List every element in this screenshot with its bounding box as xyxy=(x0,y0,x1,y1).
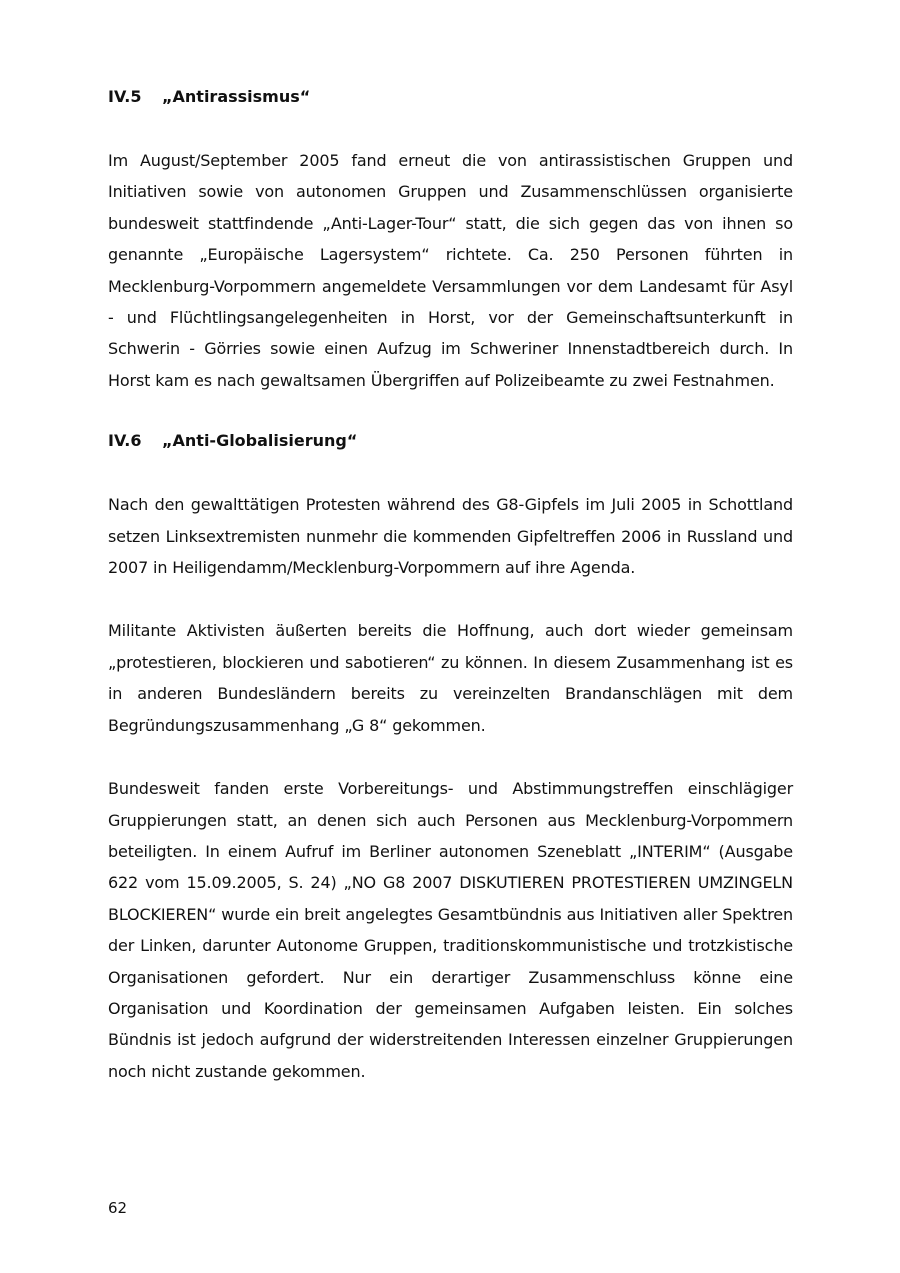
paragraph: Bundesweit fanden erste Vorbereitungs- und Abstimmungstreffen einschlägiger Gruppierungen statt, an denen sich auch Personen aus Mecklenburg-Vorpommern beteiligten. In einem Aufruf im Berliner autonomen Szeneblatt „INTERIM“ (Ausgabe 622 vom 15.09.2005, S. 24) „NO G8 2007 DISKUTIEREN PROTESTIEREN UMZINGELN BLOCKIEREN“ wurde ein breit angelegtes Gesamtbündnis aus Initiativen aller Spektren der Linken, darunter Autonome Gruppen, traditionskommunistische und trotzkistische Organisationen gefordert. Nur ein derartiger Zusammenschluss könne eine Organisation und Koordination der gemeinsamen Aufgaben leisten. Ein solches Bündnis ist jedoch aufgrund der widerstreitenden Interessen einzelner Gruppierungen noch nicht zustande gekommen. xyxy=(108,779,793,1081)
section-number: IV.5 xyxy=(108,87,142,106)
paragraph: Im August/September 2005 fand erneut die von antirassistischen Gruppen und Initiativen sowie von autonomen Gruppen und Zusammenschlüssen organisierte bundesweit stattfindende „Anti-Lager-Tour“ statt, die sich gegen das von ihnen so genannte „Europäische Lagersystem“ richtete. Ca. 250 Personen führten in Mecklenburg-Vorpommern angemeldete Versammlungen vor dem Landesamt für Asyl - und Flüchtlingsangelegenheiten in Horst, vor der Gemeinschaftsunterkunft in Schwerin - Görries sowie einen Aufzug im Schweriner Innenstadtbereich durch. In Horst kam es nach gewaltsamen Übergriffen auf Polizeibeamte zu zwei Festnahmen. xyxy=(108,151,793,390)
section-title: „Anti-Globalisierung“ xyxy=(162,431,358,451)
page-number: 62 xyxy=(108,1199,128,1217)
section-heading-antirassismus xyxy=(108,84,793,110)
paragraph: Nach den gewalttätigen Protesten während des G8-Gipfels im Juli 2005 in Schottland setzen Linksextremisten nunmehr die kommenden Gipfeltreffen 2006 in Russland und 2007 in Heiligendamm/Mecklenburg-Vorpommern auf ihre Agenda. xyxy=(108,495,793,578)
section-number: IV.6 xyxy=(108,431,142,451)
paragraph: Militante Aktivisten äußerten bereits die Hoffnung, auch dort wieder gemeinsam „protestieren, blockieren und sabotieren“ zu können. In diesem Zusammenhang ist es in anderen Bundesländern bereits zu vereinzelten Brandanschlägen mit dem Begründungszusammenhang „G 8“ gekommen. xyxy=(108,621,793,735)
document-page xyxy=(108,84,793,1119)
section-heading-anti-globalisierung xyxy=(108,428,793,454)
section-title: „Antirassismus“ xyxy=(162,87,311,106)
